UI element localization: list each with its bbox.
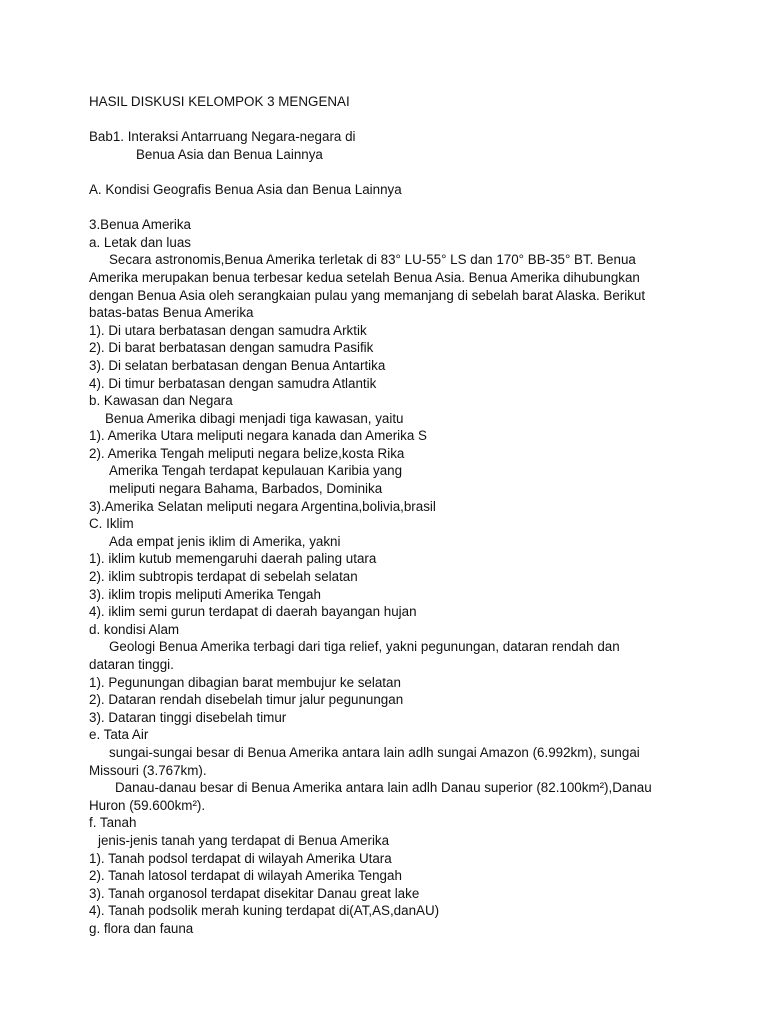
letak-paragraph-line: Amerika merupakan benua terbesar kedua setelah Benua Asia. Benua Amerika dihubungkan: [89, 269, 640, 285]
sungai-paragraph-line: sungai-sungai besar di Benua Amerika antara lain adlh sungai Amazon (6.992km), sungai: [109, 744, 640, 760]
section-a-heading: A. Kondisi Geografis Benua Asia dan Benua Lainnya: [89, 181, 402, 197]
list-item: 3). Tanah organosol terdapat disekitar Danau great lake: [89, 885, 420, 901]
letak-paragraph-line: dengan Benua Asia oleh serangkaian pulau yang memanjang di sebelah barat Alaska. Berikut: [89, 287, 646, 303]
document-title: HASIL DISKUSI KELOMPOK 3 MENGENAI: [89, 94, 350, 109]
list-item: 4). Tanah podsolik merah kuning terdapat di(AT,AS,danAU): [89, 903, 440, 919]
tanah-heading: f. Tanah: [89, 815, 137, 831]
danau-paragraph-line: Danau-danau besar di Benua Amerika antara lain adlh Danau superior (82.100km²),Danau: [115, 780, 652, 796]
kondisi-paragraph-line: Geologi Benua Amerika terbagi dari tiga relief, yakni pegunungan, dataran rendah dan: [109, 639, 620, 655]
sungai-paragraph-line: Missouri (3.767km).: [89, 762, 207, 778]
list-item: 1). iklim kutub memengaruhi daerah paling utara: [89, 551, 377, 567]
tata-air-heading: e. Tata Air: [89, 727, 149, 743]
list-item-continuation: Amerika Tengah terdapat kepulauan Karibia yang: [109, 463, 403, 479]
list-item: 1). Amerika Utara meliputi negara kanada dan Amerika S: [89, 428, 427, 444]
list-item: 4). Di timur berbatasan dengan samudra Atlantik: [89, 375, 377, 391]
kawasan-intro: Benua Amerika dibagi menjadi tiga kawasan, yaitu: [105, 410, 404, 426]
tanah-intro: jenis-jenis tanah yang terdapat di Benua Amerika: [98, 832, 390, 848]
list-item: 3). Dataran tinggi disebelah timur: [89, 709, 287, 725]
kondisi-heading: d. kondisi Alam: [89, 621, 180, 637]
flora-fauna-heading: g. flora dan fauna: [89, 920, 194, 936]
document-body: [89, 93, 689, 938]
iklim-intro: Ada empat jenis iklim di Amerika, yakni: [109, 533, 341, 549]
letak-paragraph-line: Secara astronomis,Benua Amerika terletak di 83° LU-55° LS dan 170° BB-35° BT. Benua: [109, 252, 636, 268]
spacer: [89, 111, 689, 129]
chapter-title-line1: Bab1. Interaksi Antarruang Negara-negara di: [89, 129, 356, 145]
list-item: 2). Di barat berbatasan dengan samudra Pasifik: [89, 340, 374, 356]
letak-paragraph-line: batas-batas Benua Amerika: [89, 305, 254, 321]
chapter-title-line2: Benua Asia dan Benua Lainnya: [136, 146, 323, 162]
letak-heading: a. Letak dan luas: [89, 234, 191, 250]
iklim-heading: C. Iklim: [89, 516, 134, 532]
kawasan-heading: b. Kawasan dan Negara: [89, 393, 233, 409]
benua-amerika-heading: 3.Benua Amerika: [89, 217, 191, 233]
danau-paragraph-line: Huron (59.600km²).: [89, 797, 206, 813]
spacer: [89, 163, 689, 181]
list-item: 3).Amerika Selatan meliputi negara Argentina,bolivia,brasil: [89, 498, 436, 514]
kondisi-paragraph-line: dataran tinggi.: [89, 657, 174, 672]
spacer: [89, 199, 689, 217]
list-item: 3). iklim tropis meliputi Amerika Tengah: [89, 586, 321, 602]
list-item: 1). Pegunungan dibagian barat membujur ke selatan: [89, 674, 401, 690]
list-item: 1). Di utara berbatasan dengan samudra Arktik: [89, 322, 367, 338]
list-item-continuation: meliputi negara Bahama, Barbados, Dominika: [109, 481, 383, 497]
list-item: 2). Amerika Tengah meliputi negara belize,kosta Rika: [89, 445, 405, 461]
list-item: 3). Di selatan berbatasan dengan Benua Antartika: [89, 357, 386, 373]
list-item: 1). Tanah podsol terdapat di wilayah Amerika Utara: [89, 850, 392, 866]
list-item: 2). iklim subtropis terdapat di sebelah selatan: [89, 569, 358, 585]
list-item: 2). Dataran rendah disebelah timur jalur pegunungan: [89, 692, 404, 708]
list-item: 4). iklim semi gurun terdapat di daerah bayangan hujan: [89, 604, 417, 620]
list-item: 2). Tanah latosol terdapat di wilayah Amerika Tengah: [89, 868, 402, 884]
